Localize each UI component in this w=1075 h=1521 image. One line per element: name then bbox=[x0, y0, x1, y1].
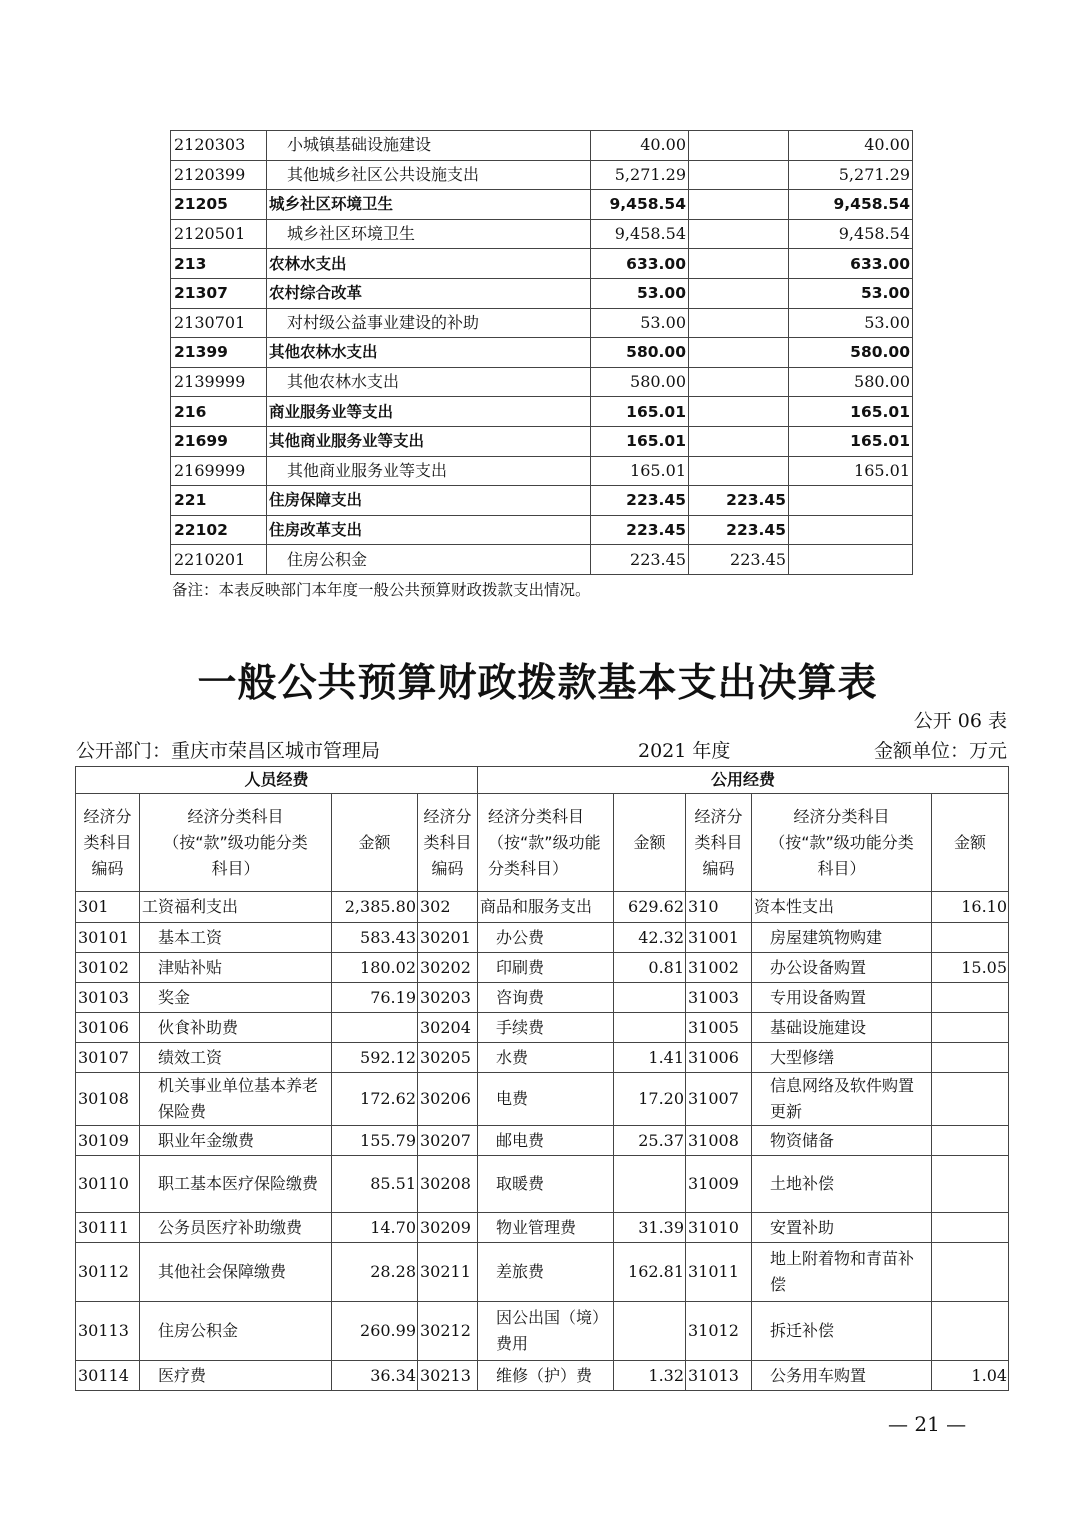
capital-code: 31013 bbox=[686, 1361, 752, 1391]
row-code: 2130701 bbox=[171, 308, 267, 338]
row-total: 9,458.54 bbox=[591, 190, 689, 220]
goods-code: 30206 bbox=[418, 1073, 478, 1126]
row-project: 580.00 bbox=[789, 338, 913, 368]
capital-name: 基础设施建设 bbox=[752, 1013, 932, 1043]
personnel-name: 住房公积金 bbox=[140, 1302, 332, 1361]
page-title: 一般公共预算财政拨款基本支出决算表 bbox=[197, 660, 878, 706]
table-row bbox=[171, 456, 913, 486]
capital-name: 土地补偿 bbox=[752, 1156, 932, 1213]
row-code: 21307 bbox=[171, 278, 267, 308]
row-total: 5,271.29 bbox=[591, 160, 689, 190]
goods-name: 水费 bbox=[478, 1043, 614, 1073]
row-code: 216 bbox=[171, 397, 267, 427]
goods-amount: 162.81 bbox=[614, 1243, 686, 1302]
personnel-amount bbox=[332, 1013, 418, 1043]
row-basic bbox=[689, 338, 789, 368]
table-row bbox=[76, 1302, 1009, 1361]
personnel-name: 基本工资 bbox=[140, 923, 332, 953]
row-total: 53.00 bbox=[591, 278, 689, 308]
group-public: 公用经费 bbox=[478, 767, 1009, 794]
capital-amount bbox=[932, 1302, 1009, 1361]
capital-amount: 1.04 bbox=[932, 1361, 1009, 1391]
row-total: 165.01 bbox=[591, 426, 689, 456]
table-row bbox=[76, 1043, 1009, 1073]
row-project: 5,271.29 bbox=[789, 160, 913, 190]
row-code: 221 bbox=[171, 486, 267, 516]
goods-code: 30203 bbox=[418, 983, 478, 1013]
goods-name: 手续费 bbox=[478, 1013, 614, 1043]
capital-code: 31002 bbox=[686, 953, 752, 983]
capital-name: 大型修缮 bbox=[752, 1043, 932, 1073]
goods-name: 因公出国（境）费用 bbox=[478, 1302, 614, 1361]
row-code: 22102 bbox=[171, 515, 267, 545]
capital-name: 安置补助 bbox=[752, 1213, 932, 1243]
capital-name: 房屋建筑物购建 bbox=[752, 923, 932, 953]
header-name: 经济分类科目（按“款”级功能分类科目） bbox=[752, 794, 932, 892]
row-name: 商业服务业等支出 bbox=[267, 397, 591, 427]
capital-name: 专用设备购置 bbox=[752, 983, 932, 1013]
goods-name: 办公费 bbox=[478, 923, 614, 953]
personnel-name: 奖金 bbox=[140, 983, 332, 1013]
row-total: 223.45 bbox=[591, 545, 689, 575]
goods-amount: 31.39 bbox=[614, 1213, 686, 1243]
personnel-name: 绩效工资 bbox=[140, 1043, 332, 1073]
row-basic bbox=[689, 367, 789, 397]
personnel-amount: 180.02 bbox=[332, 953, 418, 983]
row-code: 2120399 bbox=[171, 160, 267, 190]
row-project: 165.01 bbox=[789, 456, 913, 486]
capital-amount bbox=[932, 1043, 1009, 1073]
capital-code: 31010 bbox=[686, 1213, 752, 1243]
table-row bbox=[76, 1013, 1009, 1043]
amount-unit: 金额单位：万元 bbox=[873, 740, 1007, 762]
table-row bbox=[76, 1156, 1009, 1213]
table-row bbox=[76, 1126, 1009, 1156]
appropriation-expenditure-table-continued bbox=[170, 130, 913, 575]
column-header-row bbox=[76, 794, 1009, 892]
goods-code: 30204 bbox=[418, 1013, 478, 1043]
row-code: 2139999 bbox=[171, 367, 267, 397]
row-project: 165.01 bbox=[789, 397, 913, 427]
row-name: 其他商业服务业等支出 bbox=[267, 426, 591, 456]
personnel-name: 津贴补贴 bbox=[140, 953, 332, 983]
capital-name: 物资储备 bbox=[752, 1126, 932, 1156]
row-basic bbox=[689, 190, 789, 220]
personnel-name: 其他社会保障缴费 bbox=[140, 1243, 332, 1302]
row-name: 住房改革支出 bbox=[267, 515, 591, 545]
capital-name: 公务用车购置 bbox=[752, 1361, 932, 1391]
capital-name: 地上附着物和青苗补偿 bbox=[752, 1243, 932, 1302]
goods-code: 302 bbox=[418, 892, 478, 923]
goods-code: 30202 bbox=[418, 953, 478, 983]
row-total: 223.45 bbox=[591, 515, 689, 545]
capital-code: 31005 bbox=[686, 1013, 752, 1043]
table-row bbox=[76, 892, 1009, 923]
goods-name: 差旅费 bbox=[478, 1243, 614, 1302]
goods-amount: 629.62 bbox=[614, 892, 686, 923]
capital-amount bbox=[932, 1013, 1009, 1043]
capital-code: 31012 bbox=[686, 1302, 752, 1361]
personnel-name: 机关事业单位基本养老保险费 bbox=[140, 1073, 332, 1126]
capital-code: 31003 bbox=[686, 983, 752, 1013]
capital-code: 31008 bbox=[686, 1126, 752, 1156]
capital-amount bbox=[932, 1156, 1009, 1213]
row-name: 其他农林水支出 bbox=[267, 367, 591, 397]
group-header-row bbox=[76, 767, 1009, 794]
table-row bbox=[171, 278, 913, 308]
row-name: 其他城乡社区公共设施支出 bbox=[267, 160, 591, 190]
goods-amount: 17.20 bbox=[614, 1073, 686, 1126]
table-row bbox=[171, 219, 913, 249]
table-row bbox=[171, 190, 913, 220]
row-total: 40.00 bbox=[591, 131, 689, 161]
row-code: 21699 bbox=[171, 426, 267, 456]
goods-amount bbox=[614, 983, 686, 1013]
row-basic bbox=[689, 456, 789, 486]
table-note: 备注：本表反映部门本年度一般公共预算财政拨款支出情况。 bbox=[172, 581, 591, 599]
goods-name: 邮电费 bbox=[478, 1126, 614, 1156]
row-total: 165.01 bbox=[591, 456, 689, 486]
personnel-code: 301 bbox=[76, 892, 140, 923]
row-total: 580.00 bbox=[591, 367, 689, 397]
row-code: 21399 bbox=[171, 338, 267, 368]
personnel-code: 30111 bbox=[76, 1213, 140, 1243]
goods-code: 30201 bbox=[418, 923, 478, 953]
row-name: 其他农林水支出 bbox=[267, 338, 591, 368]
row-total: 165.01 bbox=[591, 397, 689, 427]
capital-code: 31006 bbox=[686, 1043, 752, 1073]
department-label: 公开部门：重庆市荣昌区城市管理局 bbox=[76, 740, 381, 762]
table-row bbox=[171, 397, 913, 427]
goods-name: 物业管理费 bbox=[478, 1213, 614, 1243]
personnel-amount: 2,385.80 bbox=[332, 892, 418, 923]
table-row bbox=[76, 953, 1009, 983]
personnel-code: 30114 bbox=[76, 1361, 140, 1391]
goods-name: 印刷费 bbox=[478, 953, 614, 983]
capital-name: 信息网络及软件购置更新 bbox=[752, 1073, 932, 1126]
personnel-name: 公务员医疗补助缴费 bbox=[140, 1213, 332, 1243]
personnel-code: 30102 bbox=[76, 953, 140, 983]
goods-amount: 0.81 bbox=[614, 953, 686, 983]
row-project: 40.00 bbox=[789, 131, 913, 161]
goods-name: 电费 bbox=[478, 1073, 614, 1126]
personnel-code: 30113 bbox=[76, 1302, 140, 1361]
row-total: 223.45 bbox=[591, 486, 689, 516]
table-row bbox=[171, 515, 913, 545]
personnel-name: 职工基本医疗保险缴费 bbox=[140, 1156, 332, 1213]
row-code: 2210201 bbox=[171, 545, 267, 575]
goods-code: 30207 bbox=[418, 1126, 478, 1156]
row-project: 580.00 bbox=[789, 367, 913, 397]
row-code: 2120303 bbox=[171, 131, 267, 161]
goods-amount: 42.32 bbox=[614, 923, 686, 953]
fiscal-year: 2021 年度 bbox=[638, 740, 731, 762]
table-row bbox=[76, 923, 1009, 953]
table-row bbox=[76, 1073, 1009, 1126]
row-name: 农村综合改革 bbox=[267, 278, 591, 308]
row-code: 213 bbox=[171, 249, 267, 279]
goods-amount: 1.32 bbox=[614, 1361, 686, 1391]
row-name: 住房公积金 bbox=[267, 545, 591, 575]
row-project bbox=[789, 545, 913, 575]
personnel-code: 30106 bbox=[76, 1013, 140, 1043]
table-row bbox=[171, 338, 913, 368]
table-row bbox=[76, 1361, 1009, 1391]
table-row bbox=[76, 1213, 1009, 1243]
personnel-name: 职业年金缴费 bbox=[140, 1126, 332, 1156]
goods-name: 咨询费 bbox=[478, 983, 614, 1013]
row-basic bbox=[689, 278, 789, 308]
table-row bbox=[171, 308, 913, 338]
personnel-amount: 85.51 bbox=[332, 1156, 418, 1213]
row-project: 9,458.54 bbox=[789, 219, 913, 249]
personnel-code: 30101 bbox=[76, 923, 140, 953]
row-project: 633.00 bbox=[789, 249, 913, 279]
row-total: 580.00 bbox=[591, 338, 689, 368]
capital-amount bbox=[932, 923, 1009, 953]
row-project: 53.00 bbox=[789, 308, 913, 338]
table-row bbox=[171, 131, 913, 161]
personnel-code: 30112 bbox=[76, 1243, 140, 1302]
row-basic bbox=[689, 219, 789, 249]
row-name: 小城镇基础设施建设 bbox=[267, 131, 591, 161]
goods-code: 30209 bbox=[418, 1213, 478, 1243]
capital-code: 310 bbox=[686, 892, 752, 923]
group-personnel: 人员经费 bbox=[76, 767, 478, 794]
personnel-code: 30109 bbox=[76, 1126, 140, 1156]
capital-amount bbox=[932, 1213, 1009, 1243]
table-row bbox=[171, 545, 913, 575]
row-project: 53.00 bbox=[789, 278, 913, 308]
personnel-amount: 260.99 bbox=[332, 1302, 418, 1361]
row-name: 对村级公益事业建设的补助 bbox=[267, 308, 591, 338]
table-row bbox=[171, 426, 913, 456]
header-name: 经济分类科目（按“款”级功能分类科目） bbox=[478, 794, 614, 892]
table-row bbox=[171, 367, 913, 397]
row-basic: 223.45 bbox=[689, 545, 789, 575]
row-basic bbox=[689, 131, 789, 161]
capital-name: 资本性支出 bbox=[752, 892, 932, 923]
goods-amount: 25.37 bbox=[614, 1126, 686, 1156]
row-name: 住房保障支出 bbox=[267, 486, 591, 516]
personnel-name: 工资福利支出 bbox=[140, 892, 332, 923]
personnel-amount: 28.28 bbox=[332, 1243, 418, 1302]
goods-name: 维修（护）费 bbox=[478, 1361, 614, 1391]
capital-name: 拆迁补偿 bbox=[752, 1302, 932, 1361]
row-basic bbox=[689, 249, 789, 279]
goods-amount bbox=[614, 1156, 686, 1213]
row-project: 9,458.54 bbox=[789, 190, 913, 220]
header-name: 经济分类科目（按“款”级功能分类科目） bbox=[140, 794, 332, 892]
table-row bbox=[76, 983, 1009, 1013]
header-amount: 金额 bbox=[332, 794, 418, 892]
header-amount: 金额 bbox=[614, 794, 686, 892]
personnel-amount: 583.43 bbox=[332, 923, 418, 953]
row-total: 53.00 bbox=[591, 308, 689, 338]
personnel-amount: 155.79 bbox=[332, 1126, 418, 1156]
personnel-amount: 36.34 bbox=[332, 1361, 418, 1391]
header-amount: 金额 bbox=[932, 794, 1009, 892]
goods-amount bbox=[614, 1013, 686, 1043]
personnel-name: 医疗费 bbox=[140, 1361, 332, 1391]
goods-name: 取暖费 bbox=[478, 1156, 614, 1213]
personnel-amount: 14.70 bbox=[332, 1213, 418, 1243]
row-code: 2169999 bbox=[171, 456, 267, 486]
row-code: 21205 bbox=[171, 190, 267, 220]
capital-code: 31001 bbox=[686, 923, 752, 953]
row-basic bbox=[689, 308, 789, 338]
goods-amount bbox=[614, 1302, 686, 1361]
row-name: 城乡社区环境卫生 bbox=[267, 219, 591, 249]
table-row bbox=[171, 486, 913, 516]
goods-name: 商品和服务支出 bbox=[478, 892, 614, 923]
table-number: 公开 06 表 bbox=[913, 710, 1007, 732]
personnel-amount: 172.62 bbox=[332, 1073, 418, 1126]
header-code: 经济分类科目编码 bbox=[418, 794, 478, 892]
personnel-code: 30110 bbox=[76, 1156, 140, 1213]
capital-amount bbox=[932, 1073, 1009, 1126]
goods-code: 30213 bbox=[418, 1361, 478, 1391]
page-number: — 21 — bbox=[888, 1412, 967, 1436]
header-code: 经济分类科目编码 bbox=[76, 794, 140, 892]
personnel-code: 30108 bbox=[76, 1073, 140, 1126]
capital-amount: 16.10 bbox=[932, 892, 1009, 923]
goods-code: 30211 bbox=[418, 1243, 478, 1302]
row-total: 633.00 bbox=[591, 249, 689, 279]
personnel-amount: 592.12 bbox=[332, 1043, 418, 1073]
capital-amount bbox=[932, 1243, 1009, 1302]
goods-code: 30205 bbox=[418, 1043, 478, 1073]
table-row bbox=[171, 160, 913, 190]
capital-amount bbox=[932, 983, 1009, 1013]
row-name: 农林水支出 bbox=[267, 249, 591, 279]
table-row bbox=[171, 249, 913, 279]
header-code: 经济分类科目编码 bbox=[686, 794, 752, 892]
row-basic bbox=[689, 426, 789, 456]
goods-amount: 1.41 bbox=[614, 1043, 686, 1073]
row-basic bbox=[689, 397, 789, 427]
capital-code: 31009 bbox=[686, 1156, 752, 1213]
row-total: 9,458.54 bbox=[591, 219, 689, 249]
row-name: 其他商业服务业等支出 bbox=[267, 456, 591, 486]
capital-amount bbox=[932, 1126, 1009, 1156]
row-project bbox=[789, 486, 913, 516]
goods-code: 30208 bbox=[418, 1156, 478, 1213]
capital-code: 31007 bbox=[686, 1073, 752, 1126]
row-code: 2120501 bbox=[171, 219, 267, 249]
basic-expenditure-table bbox=[75, 766, 1009, 1391]
personnel-code: 30103 bbox=[76, 983, 140, 1013]
row-project: 165.01 bbox=[789, 426, 913, 456]
capital-name: 办公设备购置 bbox=[752, 953, 932, 983]
personnel-code: 30107 bbox=[76, 1043, 140, 1073]
row-project bbox=[789, 515, 913, 545]
personnel-name: 伙食补助费 bbox=[140, 1013, 332, 1043]
row-basic: 223.45 bbox=[689, 486, 789, 516]
table-row bbox=[76, 1243, 1009, 1302]
row-basic: 223.45 bbox=[689, 515, 789, 545]
personnel-amount: 76.19 bbox=[332, 983, 418, 1013]
goods-code: 30212 bbox=[418, 1302, 478, 1361]
row-name: 城乡社区环境卫生 bbox=[267, 190, 591, 220]
capital-code: 31011 bbox=[686, 1243, 752, 1302]
row-basic bbox=[689, 160, 789, 190]
capital-amount: 15.05 bbox=[932, 953, 1009, 983]
